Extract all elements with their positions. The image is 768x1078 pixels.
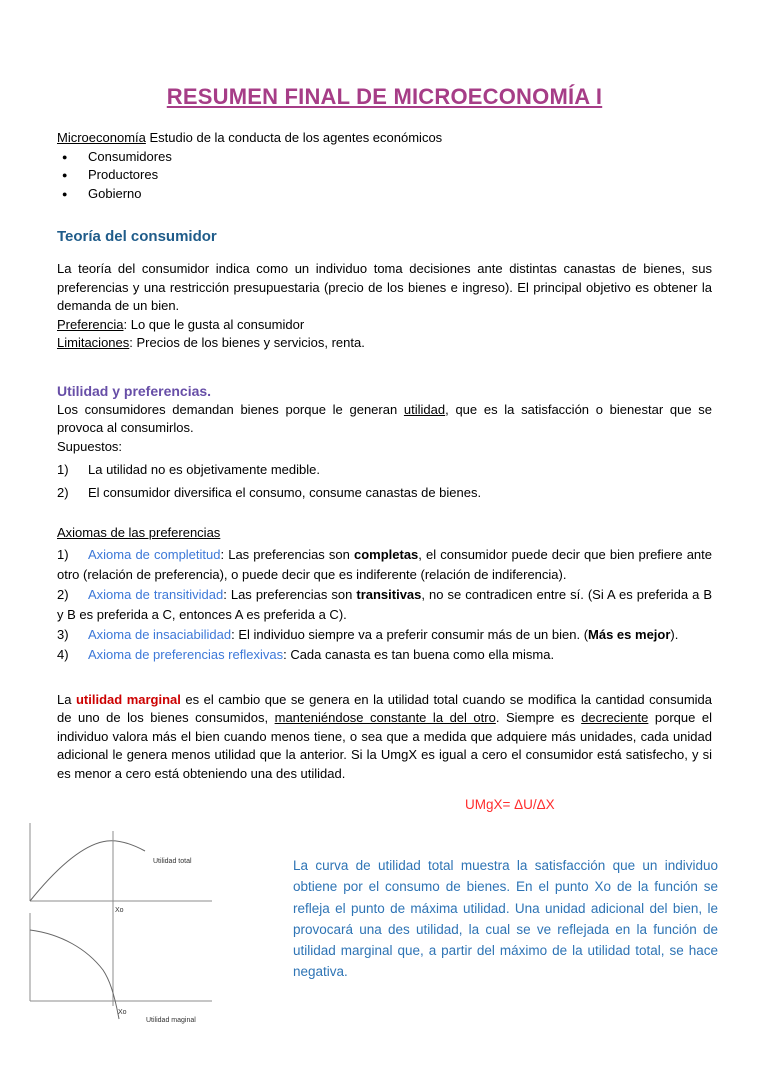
supuestos-label: Supuestos: bbox=[57, 438, 123, 454]
paragraph-text: La bbox=[57, 691, 76, 707]
axiom-name: Axioma de completitud bbox=[88, 546, 221, 562]
utility-term: utilidad bbox=[403, 401, 446, 417]
axiom-item bbox=[57, 545, 712, 585]
supuesto-item bbox=[57, 461, 712, 480]
preference-line bbox=[57, 316, 712, 335]
axiom-item bbox=[57, 585, 712, 625]
axioms-heading: Axiomas de las preferencias bbox=[57, 525, 221, 540]
bullet-icon: ● bbox=[62, 170, 68, 180]
list-item bbox=[57, 148, 712, 167]
paragraph-text: porque el individuo valora más el bien cuando menos tiene, o sea que a medida que adquiere más unidades, cada unidad adicional le genera menos utilidad que la anterior. Si la UmgX es igual a cero el consumidor está satisfecho, y si es menor a cero está obteniendo una des utilidad. bbox=[57, 710, 713, 781]
axiom-name: Axioma de insaciabilidad bbox=[88, 626, 232, 642]
agents-bullet-list bbox=[57, 148, 712, 204]
intro-section bbox=[57, 129, 712, 203]
paragraph-text: . Siempre es bbox=[495, 710, 582, 725]
axiom-name: Axioma de preferencias reflexivas bbox=[88, 646, 284, 662]
utility-paragraph bbox=[57, 401, 712, 438]
axiom-bold: Más es mejor bbox=[588, 626, 671, 642]
bullet-icon: ● bbox=[62, 151, 68, 162]
axiom-text: : Las preferencias son bbox=[223, 586, 357, 602]
axiom-text: : Las preferencias son bbox=[220, 546, 354, 562]
axiom-bold: transitivas bbox=[356, 586, 422, 602]
item-number: 2) bbox=[57, 586, 69, 602]
item-number: 1) bbox=[57, 462, 69, 477]
total-utility-chart bbox=[30, 823, 212, 914]
list-item bbox=[57, 166, 712, 185]
list-item-label: Productores bbox=[88, 167, 159, 182]
axiom-text: , el consumidor puede decir que bien prefiere ante otro (relación de preferencia), o puede decir que es indiferente (relación de indiferencia). bbox=[57, 546, 713, 582]
consumer-theory-paragraph: La teoría del consumidor indica como un individuo toma decisiones ante distintas canastas de bienes, sus preferencias y una restricción presupuestaria (precio de los bienes e ingreso). El principal objetivo es obtener la demanda de un bien. bbox=[57, 261, 712, 313]
item-number: 2) bbox=[57, 484, 69, 500]
x0-label-top: Xo bbox=[115, 907, 124, 914]
limitations-line bbox=[57, 334, 712, 353]
figure-section bbox=[57, 818, 718, 1060]
preference-label: Preferencia bbox=[57, 316, 124, 332]
total-utility-curve bbox=[30, 841, 145, 901]
axiom-bold: completas bbox=[353, 546, 419, 562]
total-utility-label: Utilidad total bbox=[153, 858, 192, 865]
axiom-text: : Cada canasta es tan buena como ella misma. bbox=[283, 646, 555, 662]
marginal-utility-chart bbox=[30, 913, 212, 1024]
supuesto-item bbox=[57, 484, 712, 503]
axiom-text: : El individuo siempre va a preferir consumir más de un bien. ( bbox=[231, 626, 589, 642]
axiom-name: Axioma de transitividad bbox=[88, 586, 224, 602]
item-text: El consumidor diversifica el consumo, consume canastas de bienes. bbox=[88, 484, 482, 500]
paragraph-text: es el cambio que se genera en la utilidad total cuando se modifica la cantidad consumida de uno de los bienes consumidos, bbox=[57, 691, 713, 725]
underlined-phrase: decreciente bbox=[581, 710, 649, 725]
utility-text: Los consumidores demandan bienes porque le generan bbox=[57, 401, 404, 417]
list-item-label: Gobierno bbox=[88, 185, 142, 201]
document-page bbox=[57, 84, 718, 1060]
marginal-utility-formula: UMgX= ΔU/ΔX bbox=[465, 797, 555, 812]
limitations-text: : Precios de los bienes y servicios, renta. bbox=[129, 335, 365, 350]
utility-text: , que es la satisfacción o bienestar que se provoca al consumirlos. bbox=[57, 401, 713, 435]
marginal-utility-paragraph bbox=[57, 691, 712, 784]
section-heading-consumer-theory: Teoría del consumidor bbox=[57, 228, 217, 245]
marginal-utility-term: utilidad marginal bbox=[75, 691, 181, 707]
axiom-item bbox=[57, 645, 712, 665]
axiom-item bbox=[57, 625, 712, 645]
preference-text: : Lo que le gusta al consumidor bbox=[123, 316, 305, 332]
marginal-utility-label: Utilidad maginal bbox=[146, 1017, 196, 1024]
list-item-label: Consumidores bbox=[88, 148, 172, 164]
item-text: La utilidad no es objetivamente medible. bbox=[88, 462, 320, 477]
intro-line bbox=[57, 129, 712, 148]
section-heading-utility-preferences: Utilidad y preferencias. bbox=[57, 382, 212, 399]
list-item bbox=[57, 185, 712, 204]
intro-rest: Estudio de la conducta de los agentes económicos bbox=[145, 130, 443, 145]
item-number: 3) bbox=[57, 626, 69, 642]
axiom-text: ). bbox=[670, 626, 679, 642]
item-number: 1) bbox=[57, 546, 69, 562]
intro-term: Microeconomía bbox=[57, 130, 146, 145]
figure-note: La curva de utilidad total muestra la satisfacción que un individuo obtiene por el consumo de bienes. En el punto Xo de la función se refleja el punto de máxima utilidad. Una unidad adicional del bien, le provocará una des utilidad, la cual se ve reflejada en la función de utilidad marginal que, a partir del máximo de la utilidad total, se hace negativa. bbox=[293, 858, 718, 980]
marginal-utility-curve bbox=[30, 930, 119, 1019]
underlined-phrase: manteniéndose constante la del otro bbox=[274, 710, 496, 725]
x0-label-bottom: Xo bbox=[118, 1009, 127, 1016]
utility-charts-figure bbox=[25, 818, 275, 1053]
page-title: RESUMEN FINAL DE MICROECONOMÍA I bbox=[166, 84, 603, 109]
axiom-text: , no se contradicen entre sí. (Si A es preferida a B y B es preferida a C, entonces A es preferida a C). bbox=[57, 586, 712, 622]
bullet-icon: ● bbox=[62, 188, 68, 199]
limitations-label: Limitaciones bbox=[57, 335, 130, 350]
item-number: 4) bbox=[57, 646, 69, 662]
